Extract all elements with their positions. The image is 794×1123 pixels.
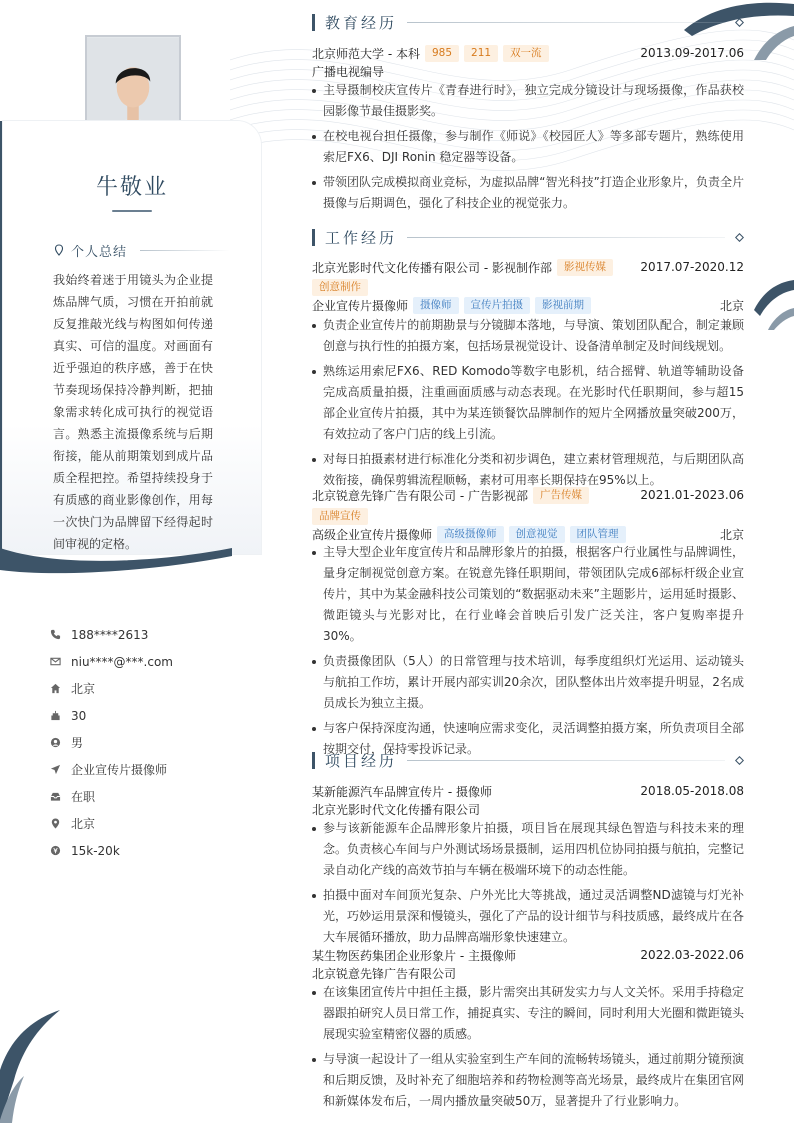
project-date: 2022.03-2022.06 — [640, 948, 744, 962]
contact-email — [50, 648, 250, 675]
contact-home — [50, 675, 250, 702]
project-date: 2018.05-2018.08 — [640, 784, 744, 798]
candidate-name: 牛敬业 — [95, 175, 168, 200]
location-icon — [50, 818, 61, 829]
job-date: 2021.01-2023.06 — [640, 488, 744, 502]
industry-tag: 创意制作 — [312, 279, 368, 296]
list-item: 带领团队完成模拟商业竞标，为虚拟品牌“智光科技”打造企业形象片，负责全片摄像与后期调色，强化了科技企业的视觉张力。 — [312, 172, 744, 214]
list-item: 负责企业宣传片的前期勘景与分镜脚本落地，与导演、策划团队配合，制定兼顾创意与执行性的拍摄方案，包括场景视觉设计、设备清单制定及时间线规划。 — [312, 315, 744, 357]
school-tag: 211 — [464, 45, 498, 62]
contact-text: 北京 — [71, 817, 96, 831]
project-company: 北京锐意先锋广告有限公司 — [312, 966, 457, 981]
project-header — [312, 782, 744, 800]
skill-tag: 创意视觉 — [509, 526, 565, 543]
company-name: 北京光影时代文化传播有限公司 - 影视制作部 — [312, 260, 552, 275]
section-work — [312, 226, 744, 248]
summary-heading — [53, 242, 127, 258]
school-name: 北京师范大学 - 本科 — [312, 46, 420, 61]
job-date: 2017.07-2020.12 — [640, 260, 744, 274]
education-bullets — [312, 80, 744, 218]
contact-status — [50, 783, 250, 810]
list-item: 对每日拍摄素材进行标准化分类和初步调色，建立素材管理规范，与后期团队高效衔接，确保剪辑流程顺畅，素材可用率长期保持在95%以上。 — [312, 449, 744, 491]
contact-text: 30 — [71, 708, 87, 723]
project-name: 某新能源汽车品牌宣传片 - 摄像师 — [312, 784, 492, 799]
job-tag-row — [312, 508, 368, 525]
phone-icon — [50, 629, 61, 640]
list-item: 拍摄中面对车间顶光复杂、户外光比大等挑战，通过灵活调整ND滤镜与灯光补光，巧妙运用景深和慢镜头，强化了产品的设计细节与科技质感，最终成片在各大车展循环播放，助力品牌高端形象快速建立。 — [312, 885, 744, 948]
list-item: 主导摄制校庆宣传片《青春进行时》，独立完成分镜设计与现场摄像，作品获校园影像节最佳摄影奖。 — [312, 80, 744, 122]
contact-text: 男 — [71, 736, 84, 750]
job-bullets — [312, 315, 744, 495]
job-header — [312, 486, 744, 504]
education-date: 2013.09-2017.06 — [640, 46, 744, 60]
contact-gender — [50, 729, 250, 756]
send-icon — [50, 764, 61, 775]
diamond-icon — [735, 18, 744, 27]
skill-tag: 团队管理 — [570, 526, 626, 543]
contact-salary — [50, 837, 250, 864]
section-projects — [312, 749, 744, 771]
list-item: 在校电视台担任摄像，参与制作《师说》《校园匠人》等多部专题片，熟练使用索尼FX6、DJI Ronin 稳定器等设备。 — [312, 126, 744, 168]
project-name: 某生物医药集团企业形象片 - 主摄像师 — [312, 948, 516, 963]
school-tag: 双一流 — [503, 45, 549, 62]
job-position: 企业宣传片摄像师 摄像师 宣传片拍摄 影视前期 北京 — [312, 298, 744, 313]
project-bullets — [312, 982, 744, 1116]
salary-icon — [50, 845, 61, 856]
name-underline — [112, 210, 152, 212]
list-item: 与客户保持深度沟通，快速响应需求变化，灵活调整拍摄方案，所负责项目全部按期交付，保持零投诉记录。 — [312, 718, 744, 760]
summary-divider — [140, 250, 230, 251]
mail-icon — [50, 656, 61, 667]
skill-tag: 高级摄像师 — [437, 526, 504, 543]
gender-icon — [50, 737, 61, 748]
skill-tag: 摄像师 — [413, 297, 459, 314]
project-bullets — [312, 818, 744, 952]
school-tag: 985 — [425, 45, 459, 62]
contact-text: 北京 — [71, 682, 96, 696]
contact-text: 企业宣传片摄像师 — [71, 763, 168, 777]
cake-icon — [50, 710, 61, 721]
section-title: 工作经历 — [325, 228, 398, 247]
industry-tag: 广告传媒 — [533, 487, 589, 504]
skill-tag: 宣传片拍摄 — [464, 297, 531, 314]
contact-text: 15k-20k — [71, 843, 120, 858]
summary-heading-label: 个人总结 — [71, 244, 128, 260]
contact-position — [50, 756, 250, 783]
inbox-icon — [50, 791, 61, 802]
job-tag-row — [312, 279, 368, 296]
company-name: 北京锐意先锋广告有限公司 - 广告影视部 — [312, 488, 528, 503]
project-company: 北京光影时代文化传播有限公司 — [312, 802, 481, 817]
contact-location — [50, 810, 250, 837]
contact-phone — [50, 621, 250, 648]
home-icon — [50, 683, 61, 694]
job-position: 高级企业宣传片摄像师 高级摄像师 创意视觉 团队管理 北京 — [312, 527, 744, 542]
location-pin-icon — [53, 244, 65, 256]
contact-list — [50, 621, 250, 864]
section-title: 项目经历 — [325, 751, 398, 770]
list-item: 参与该新能源车企品牌形象片拍摄，项目旨在展现其绿色智造与科技未来的理念。负责核心车间与户外测试场场景摄制，运用四机位协同拍摄与航拍，完整记录自动化产线的高效节拍与车辆在极端环境下的动态性能。 — [312, 818, 744, 881]
job-city: 北京 — [719, 298, 744, 313]
contact-text: 在职 — [71, 790, 96, 804]
summary-text: 我始终着迷于用镜头为企业提炼品牌气质，习惯在开拍前就反复推敲光线与构图如何传递真实、可信的温度。对画面有近乎强迫的秩序感，善于在快节奏现场保持冷静判断，把抽象需求转化成可执行的视觉语言。熟悉主流摄像系统与后期衔接，能从前期策划到成片品质全程把控。希望持续投身于有质感的商业影像创作，用每一次快门为品牌留下经得起时间审视的定格。 — [53, 273, 213, 551]
job-header — [312, 258, 744, 276]
contact-text: 188****2613 — [71, 627, 149, 642]
contact-age — [50, 702, 250, 729]
industry-tag: 品牌宣传 — [312, 508, 368, 525]
list-item: 在该集团宣传片中担任主摄，影片需突出其研发实力与人文关怀。采用手持稳定器跟拍研究人员日常工作，捕捉真实、专注的瞬间，同时利用大光圈和微距镜头展现实验室精密仪器的质感。 — [312, 982, 744, 1045]
section-title: 教育经历 — [325, 13, 398, 32]
list-item: 熟练运用索尼FX6、RED Komodo等数字电影机，结合摇臂、轨道等辅助设备完成高质量拍摄，注重画面质感与动态表现。在光影时代任职期间，参与超15部企业宣传片拍摄，其中为某连锁餐饮品牌制作的短片全网播放量突破200万，有效拉动了客户门店的线上引流。 — [312, 361, 744, 445]
job-bullets — [312, 542, 744, 764]
project-header — [312, 946, 744, 964]
section-education — [312, 11, 744, 33]
list-item: 与导演一起设计了一组从实验室到生产车间的流畅转场镜头，通过前期分镜预演和后期反馈，及时补充了细胞培养和药物检测等高光场景，最终成片在集团官网和新媒体发布后，一周内播放量突破50万，显著提升了行业影响力。 — [312, 1049, 744, 1112]
diamond-icon — [735, 233, 744, 242]
list-item: 主导大型企业年度宣传片和品牌形象片的拍摄，根据客户行业属性与品牌调性，量身定制视觉创意方案。在锐意先锋任职期间，带领团队完成6部标杆级企业宣传片，其中为某金融科技公司策划的“数据驱动未来”主题影片，运用延时摄影、微距镜头与光影对比，在行业峰会首映后引发广泛关注，客户复购率提升30%。 — [312, 542, 744, 647]
diamond-icon — [735, 756, 744, 765]
industry-tag: 影视传媒 — [557, 259, 613, 276]
corner-swoosh-right — [754, 280, 794, 330]
job-city: 北京 — [719, 527, 744, 542]
list-item: 负责摄像团队（5人）的日常管理与技术培训，每季度组织灯光运用、运动镜头与航拍工作坊，累计开展内部实训20余次，团队整体出片效率提升明显，2名成员成长为独立主摄。 — [312, 651, 744, 714]
major: 广播电视编导 — [312, 64, 385, 79]
corner-swoosh-bottom-left — [0, 1010, 60, 1123]
contact-text: niu****@***.com — [71, 654, 173, 669]
skill-tag: 影视前期 — [535, 297, 591, 314]
education-header — [312, 44, 744, 62]
